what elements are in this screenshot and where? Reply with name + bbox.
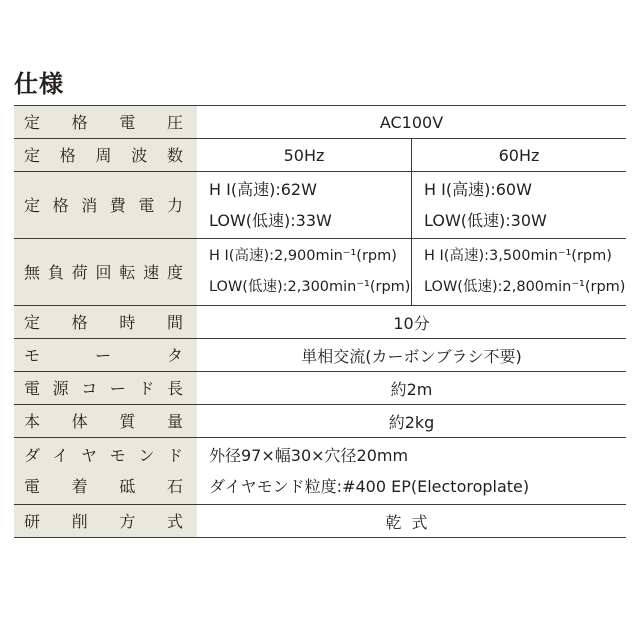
page-title: 仕様 bbox=[14, 70, 64, 98]
speed-60-high: H Ⅰ(高速):3,500min⁻¹(rpm) bbox=[424, 248, 612, 264]
power-60-low: LOW(低速):30W bbox=[424, 211, 547, 230]
row-label-frequency: 定格周波数 bbox=[14, 139, 197, 172]
table-row bbox=[14, 405, 626, 438]
table-row bbox=[14, 139, 626, 172]
row-label-motor: モータ bbox=[14, 339, 197, 372]
stone-grit: ダイヤモンド粒度:#400 EP(Electoroplate) bbox=[209, 477, 530, 496]
power-60-high: H Ⅰ(高速):60W bbox=[424, 180, 532, 199]
value-power-50 bbox=[197, 172, 412, 239]
table-row bbox=[14, 372, 626, 405]
table-row bbox=[14, 172, 626, 239]
row-label-voltage: 定格電圧 bbox=[14, 106, 197, 139]
value-stone bbox=[197, 438, 626, 505]
table-row bbox=[14, 438, 626, 505]
value-power-60 bbox=[412, 172, 627, 239]
value-speed-50 bbox=[197, 239, 412, 306]
speed-50-low: LOW(低速):2,300min⁻¹(rpm) bbox=[209, 279, 411, 295]
row-label-speed: 無負荷回転速度 bbox=[14, 239, 197, 306]
value-speed-60 bbox=[412, 239, 627, 306]
row-label-mass: 本体質量 bbox=[14, 405, 197, 438]
stone-label-line1: ダイヤモンド bbox=[24, 446, 185, 465]
table-row bbox=[14, 339, 626, 372]
power-50-high: H Ⅰ(高速):62W bbox=[209, 180, 317, 199]
value-frequency-50: 50Hz bbox=[197, 139, 412, 172]
table-row bbox=[14, 106, 626, 139]
value-frequency-60: 60Hz bbox=[412, 139, 627, 172]
table-row bbox=[14, 505, 626, 538]
spec-table bbox=[14, 105, 626, 538]
stone-label-line2: 電着砥石 bbox=[24, 477, 185, 496]
row-label-cord: 電源コード長 bbox=[14, 372, 197, 405]
row-label-method: 研削方式 bbox=[14, 505, 197, 538]
table-row bbox=[14, 239, 626, 306]
row-label-power: 定格消費電力 bbox=[14, 172, 197, 239]
row-label-rated-time: 定格時間 bbox=[14, 306, 197, 339]
value-voltage: AC100V bbox=[197, 106, 626, 139]
value-motor: 単相交流(カーボンブラシ不要) bbox=[197, 339, 626, 372]
speed-50-high: H Ⅰ(高速):2,900min⁻¹(rpm) bbox=[209, 248, 397, 264]
speed-60-low: LOW(低速):2,800min⁻¹(rpm) bbox=[424, 279, 626, 295]
value-rated-time: 10分 bbox=[197, 306, 626, 339]
value-method: 乾式 bbox=[197, 505, 626, 538]
value-cord: 約2m bbox=[197, 372, 626, 405]
row-label-stone bbox=[14, 438, 197, 505]
value-mass: 約2kg bbox=[197, 405, 626, 438]
stone-size: 外径97×幅30×穴径20mm bbox=[209, 446, 409, 465]
power-50-low: LOW(低速):33W bbox=[209, 211, 332, 230]
table-row bbox=[14, 306, 626, 339]
